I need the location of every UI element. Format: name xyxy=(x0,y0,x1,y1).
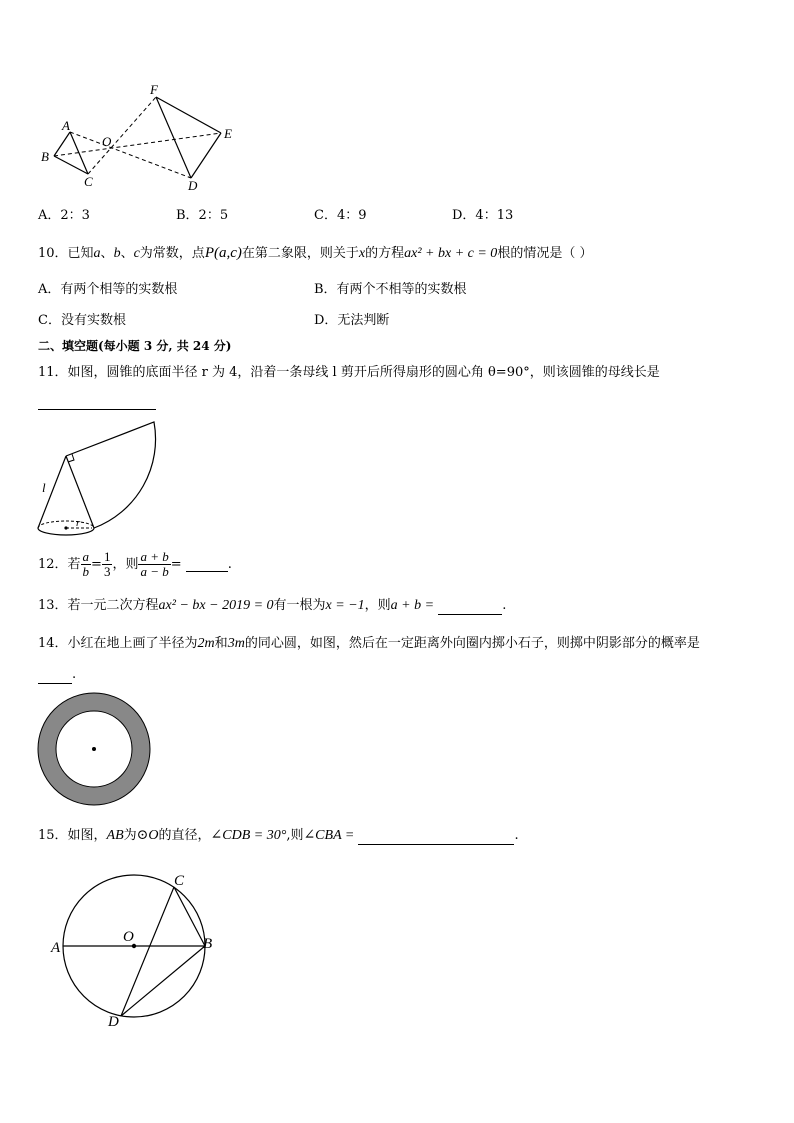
q13-answer-blank[interactable] xyxy=(438,600,502,615)
q10-option-a[interactable]: A．有两个相等的实数根 xyxy=(38,282,178,297)
label-r: r xyxy=(76,517,81,529)
q10-question: 10．已知a、b、c为常数，点P(a,c)在第二象限，则关于x的方程ax² + bx + c = 0根的情况是（ ） xyxy=(38,245,593,261)
label-l: l xyxy=(42,480,46,495)
q14-question: 14．小红在地上画了半径为2m和3m的同心圆，如图，然后在一定距离外向圈内掷小石子，则掷中阴影部分的概率是 xyxy=(38,636,700,651)
q9-option-b[interactable]: B．2：5 xyxy=(176,208,229,223)
label-O: O xyxy=(123,929,134,945)
label-B: B xyxy=(203,936,213,952)
q9-option-a[interactable]: A．2：3 xyxy=(38,208,90,223)
q14-answer-blank[interactable] xyxy=(38,669,72,684)
q10-option-b[interactable]: B．有两个不相等的实数根 xyxy=(314,282,467,297)
q9-option-c[interactable]: C．4：9 xyxy=(314,208,367,223)
figure-q11-cone xyxy=(34,418,164,540)
figure-q15-circle xyxy=(48,870,228,1030)
q10-option-d[interactable]: D．无法判断 xyxy=(314,313,390,328)
q12-fraction-a-over-b: $\frac{a}{b}$ xyxy=(82,549,90,579)
q13-question: 13．若一元二次方程ax² − bx − 2019 = 0有一根为x = −1，则a + b = . xyxy=(38,598,507,613)
q9-option-d[interactable]: D．4：13 xyxy=(452,208,514,223)
q12-fraction-one-third: $\frac{1}{3}$ xyxy=(103,549,111,579)
label-E: E xyxy=(224,126,232,141)
label-D: D xyxy=(108,1014,119,1030)
q15-answer-blank[interactable] xyxy=(358,830,514,845)
section-2-title: 二、填空题(每小题 3 分, 共 24 分) xyxy=(38,339,232,353)
figure-q14-concentric-circles xyxy=(36,692,156,806)
figure-q9-triangles xyxy=(38,82,248,194)
q10-option-c[interactable]: C．没有实数根 xyxy=(38,313,126,328)
q12-question: 12．若 $\frac{a}{b}$ = $\frac{1}{3}$ ，则 $\frac{a + b}{a - b}$ = . xyxy=(38,549,232,579)
q15-question: 15．如图，AB为⊙O的直径，∠CDB = 30°,则∠CBA = . xyxy=(38,828,519,843)
label-O: O xyxy=(102,134,112,149)
label-C: C xyxy=(174,873,185,889)
label-B: B xyxy=(41,149,49,164)
q12-fraction-sum-over-diff: $\frac{a + b}{a - b}$ xyxy=(140,549,169,579)
label-F: F xyxy=(150,82,158,97)
label-A: A xyxy=(62,118,70,133)
label-D: D xyxy=(188,178,198,193)
q11-question: 11．如图，圆锥的底面半径 r 为 4，沿着一条母线 l 剪开后所得扇形的圆心角 θ=90°，则该圆锥的母线长是 xyxy=(38,365,660,380)
q12-answer-blank[interactable] xyxy=(186,557,228,572)
label-C: C xyxy=(84,174,93,189)
label-A: A xyxy=(51,940,61,956)
q10-equation: ax² + bx + c = 0 xyxy=(404,246,498,261)
q10-point: P(a,c) xyxy=(204,245,242,261)
q11-answer-blank[interactable] xyxy=(38,395,156,410)
q14-answer-line: . xyxy=(38,666,76,684)
q13-equation: ax² − bx − 2019 = 0 xyxy=(158,598,274,613)
